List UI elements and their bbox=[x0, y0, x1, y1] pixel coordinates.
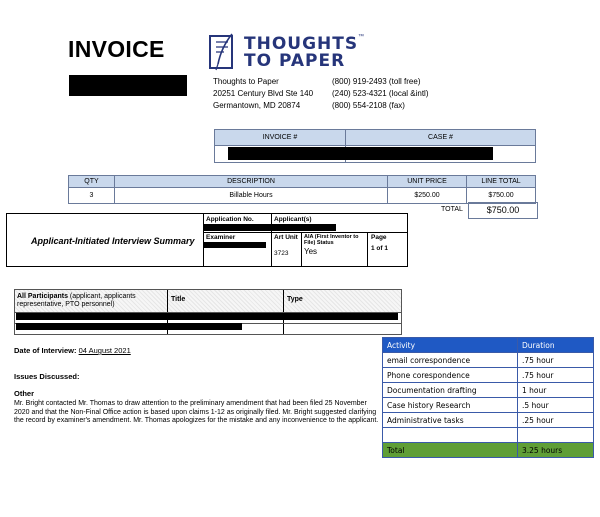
redacted-block bbox=[228, 147, 493, 160]
qty-header: QTY bbox=[69, 176, 115, 188]
other-heading: Other bbox=[14, 389, 35, 398]
invoice-number-header: INVOICE # bbox=[215, 130, 346, 146]
total-value: $750.00 bbox=[468, 202, 538, 219]
line-items-table bbox=[68, 175, 536, 204]
company-name: Thoughts to Paper bbox=[213, 77, 279, 86]
application-no-label: Application No. bbox=[206, 216, 254, 223]
quill-document-icon bbox=[208, 32, 238, 72]
redacted-block bbox=[16, 323, 242, 330]
activity-header: Activity bbox=[383, 338, 518, 353]
invoice-title: INVOICE bbox=[68, 36, 165, 62]
total-duration: 3.25 hours bbox=[518, 443, 594, 458]
interview-summary-form bbox=[6, 213, 408, 267]
unit-price-header: UNIT PRICE bbox=[388, 176, 467, 188]
total-row bbox=[383, 443, 594, 458]
qty-cell: 3 bbox=[69, 188, 115, 204]
unit-price-cell: $250.00 bbox=[388, 188, 467, 204]
applicants-label: Applicant(s) bbox=[274, 216, 312, 223]
interview-date: Date of Interview: 04 August 2021 bbox=[14, 346, 131, 355]
duration-cell: .75 hour bbox=[518, 353, 594, 368]
description-cell: Billable Hours bbox=[115, 188, 388, 204]
examiner-label: Examiner bbox=[206, 234, 236, 241]
case-number-header: CASE # bbox=[346, 130, 536, 146]
phone-fax: (800) 554-2108 (fax) bbox=[332, 101, 405, 110]
art-unit-value: 3723 bbox=[274, 250, 289, 257]
title-header: Title bbox=[171, 296, 186, 303]
issues-heading: Issues Discussed: bbox=[14, 372, 80, 381]
company-logo bbox=[208, 32, 378, 72]
total-label: TOTAL bbox=[441, 206, 463, 213]
activity-cell: Case history Research bbox=[383, 398, 518, 413]
description-header: DESCRIPTION bbox=[115, 176, 388, 188]
table-row bbox=[383, 428, 594, 443]
form-title: Applicant-Initiated Interview Summary bbox=[31, 236, 195, 246]
company-city: Germantown, MD 20874 bbox=[213, 101, 301, 110]
interview-body: Mr. Bright contacted Mr. Thomas to draw attention to the preliminary amendment that had been filed 25 November 2020 and that the Non-Final Office action is based upon claims 1-12 as originally filed. Mr. Bright suggested clarifying the record by examiner's amendment. Mr. Thomas apologizes for the mistake and any inconvenience to the applicant. bbox=[14, 400, 379, 424]
phone-tollfree: (800) 919-2493 (toll free) bbox=[332, 77, 421, 86]
line-total-cell: $750.00 bbox=[467, 188, 536, 204]
activity-cell: Administrative tasks bbox=[383, 413, 518, 428]
aia-status-label: AIA (First Inventor to File) Status bbox=[304, 234, 359, 246]
activity-cell: Phone corespondence bbox=[383, 368, 518, 383]
line-total-header: LINE TOTAL bbox=[467, 176, 536, 188]
page-value: 1 of 1 bbox=[371, 245, 388, 252]
logo-line-1: THOUGHTS bbox=[244, 34, 359, 54]
activity-table bbox=[382, 337, 594, 458]
logo-trademark: ™ bbox=[358, 34, 364, 40]
table-row bbox=[383, 353, 594, 368]
company-street: 20251 Century Blvd Ste 140 bbox=[213, 89, 314, 98]
total-activity-label: Total bbox=[383, 443, 518, 458]
duration-cell: .5 hour bbox=[518, 398, 594, 413]
art-unit-label: Art Unit bbox=[274, 234, 298, 241]
redacted-block bbox=[16, 313, 398, 320]
duration-cell: 1 hour bbox=[518, 383, 594, 398]
table-row bbox=[383, 368, 594, 383]
page-label: Page bbox=[371, 234, 387, 241]
redacted-block bbox=[69, 75, 187, 96]
logo-line-2: TO PAPER bbox=[244, 51, 346, 71]
redacted-block bbox=[204, 242, 266, 248]
activity-cell: Documentation drafting bbox=[383, 383, 518, 398]
table-row bbox=[383, 398, 594, 413]
activity-cell: email correspondence bbox=[383, 353, 518, 368]
type-header: Type bbox=[287, 296, 303, 303]
phone-local: (240) 523-4321 (local &intl) bbox=[332, 89, 429, 98]
aia-status-value: Yes bbox=[304, 247, 318, 256]
participants-header: All Participants (applicant, applicants representative, PTO personnel) bbox=[17, 293, 136, 308]
table-row bbox=[69, 188, 536, 204]
duration-header: Duration bbox=[518, 338, 594, 353]
duration-cell: .75 hour bbox=[518, 368, 594, 383]
table-row bbox=[383, 413, 594, 428]
duration-cell: .25 hour bbox=[518, 413, 594, 428]
table-row bbox=[383, 383, 594, 398]
redacted-block bbox=[204, 224, 336, 231]
